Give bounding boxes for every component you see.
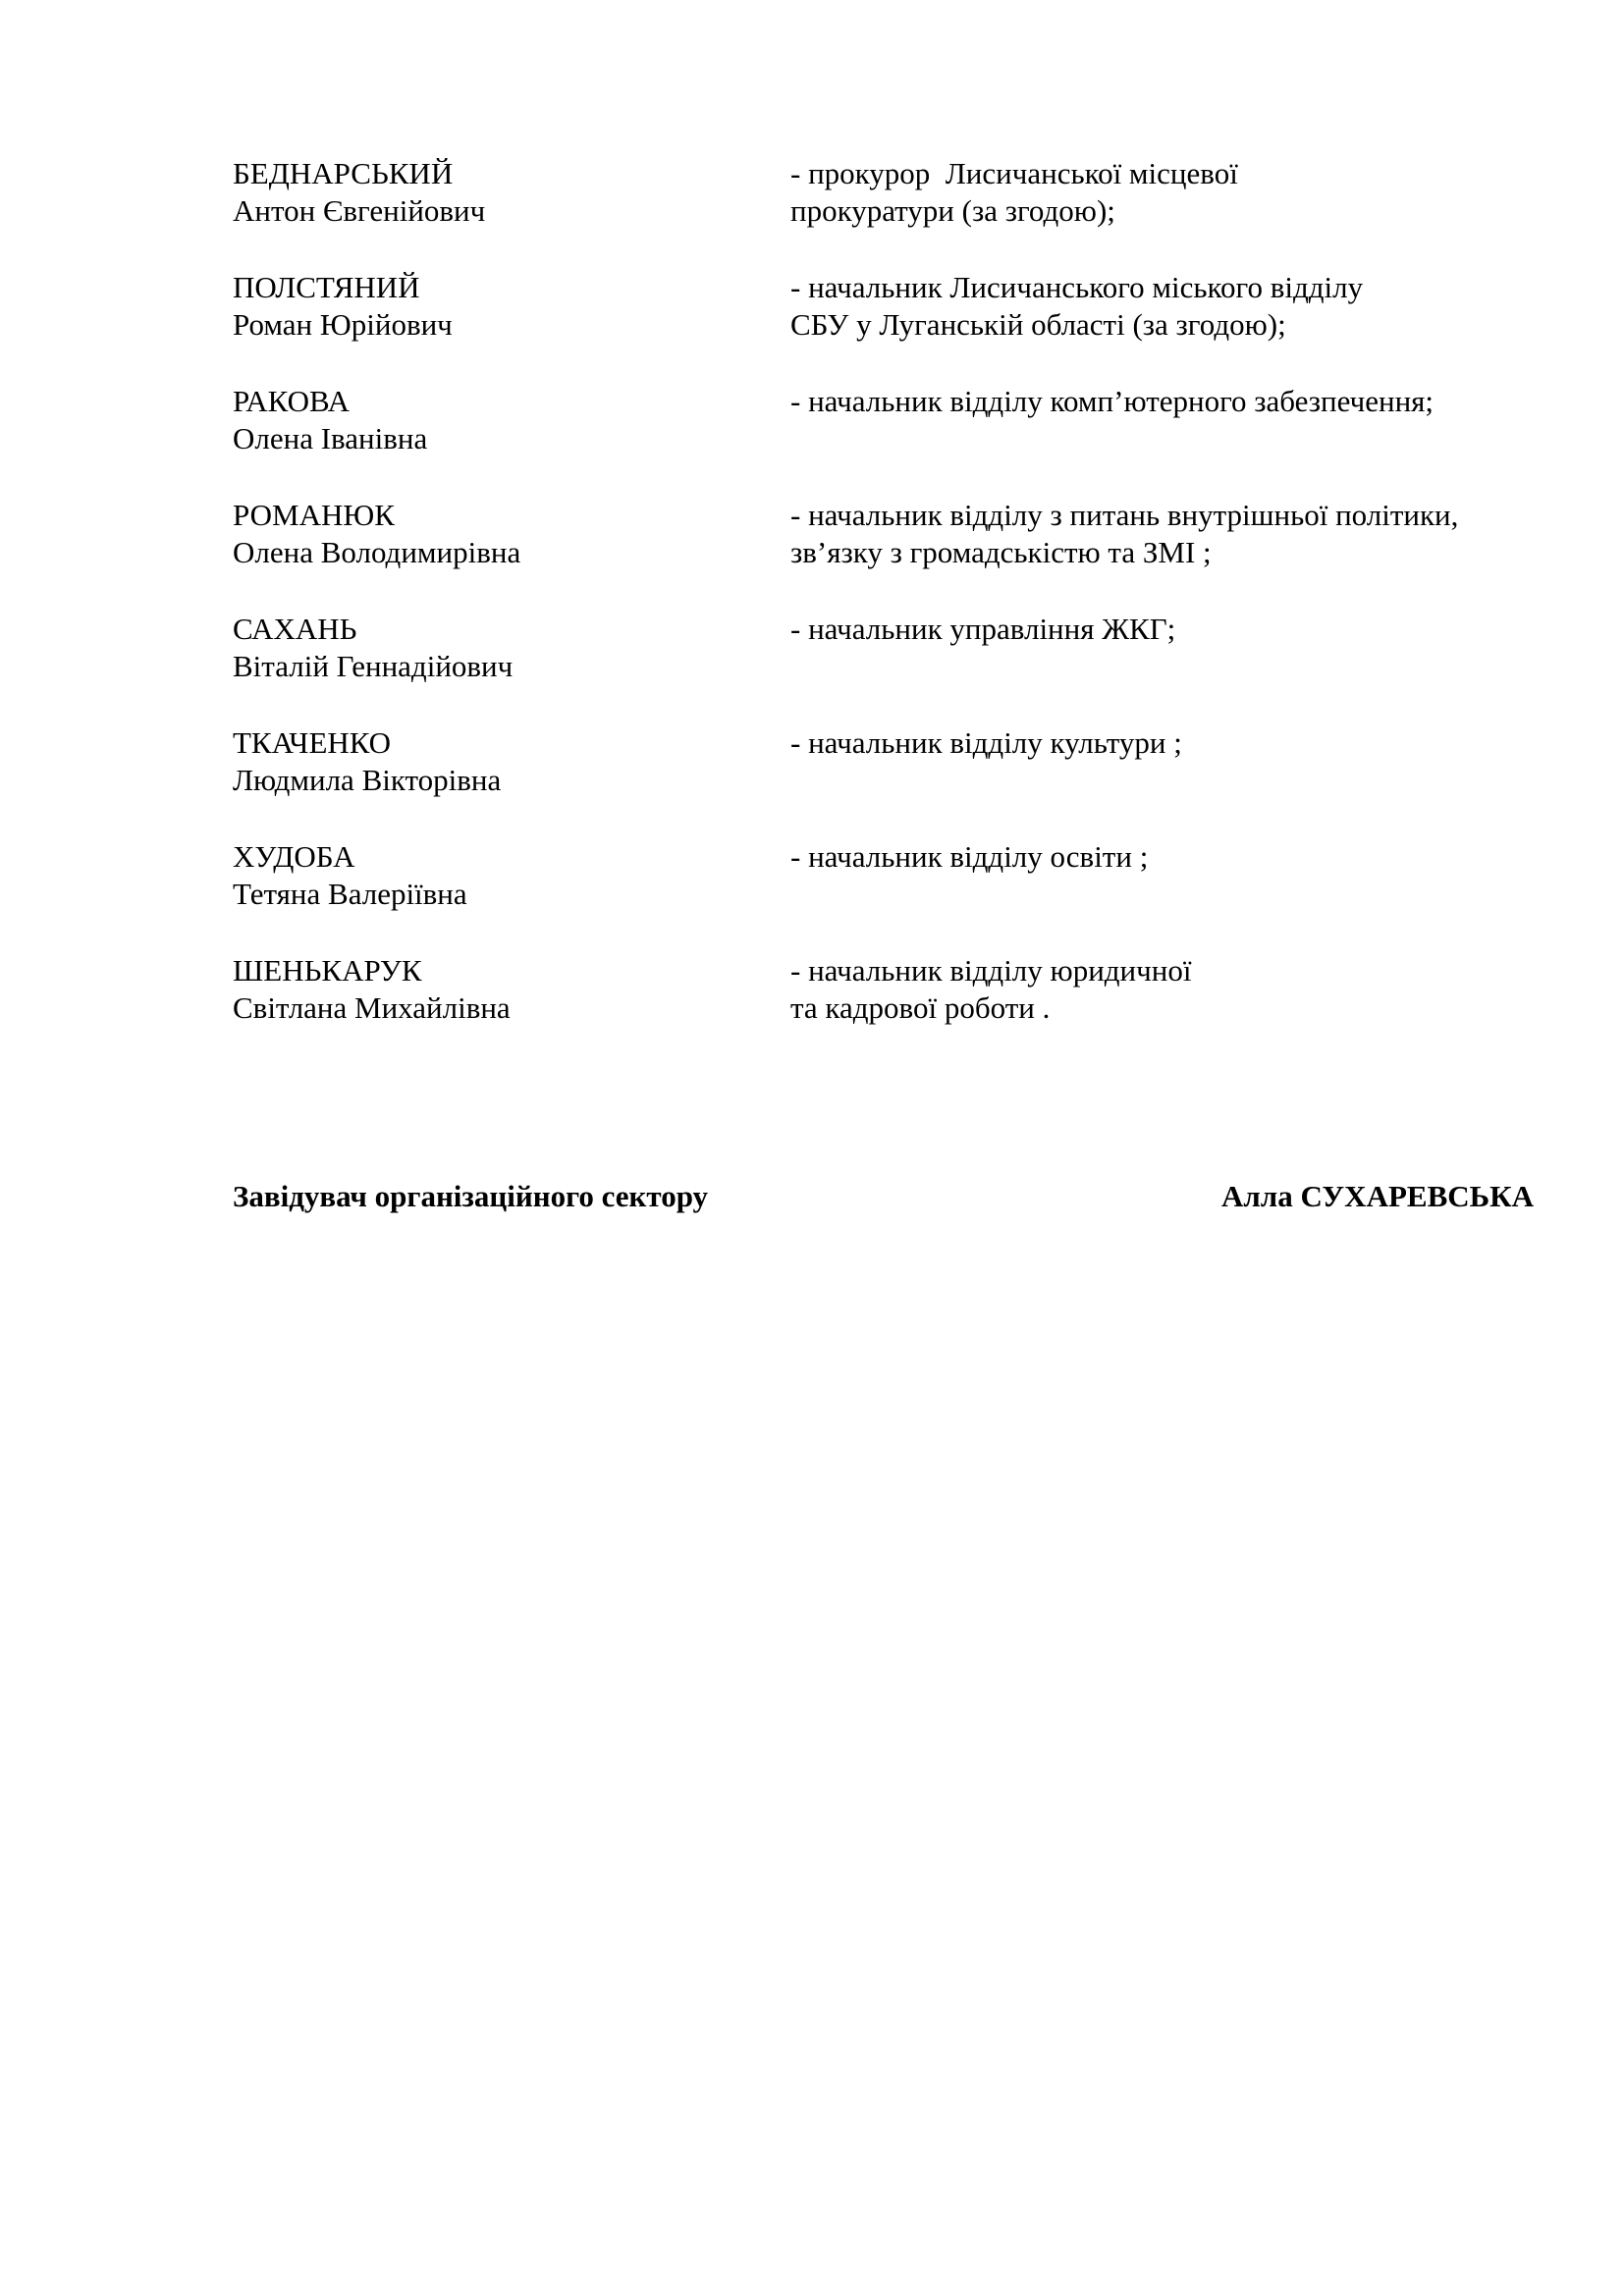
signature-name: Алла СУХАРЕВСЬКА — [1221, 1179, 1534, 1213]
member-given-names: Людмила Вікторівна — [233, 763, 502, 797]
member-name — [233, 383, 790, 497]
signature-position: Завідувач організаційного сектору — [233, 1179, 709, 1213]
member-role-line: зв’язку з громадськістю та ЗМІ ; — [790, 535, 1212, 569]
member-given-names: Віталій Геннадійович — [233, 649, 514, 683]
member-role — [790, 724, 1548, 838]
member-given-names: Тетяна Валеріївна — [233, 877, 467, 911]
member-entry — [233, 155, 1548, 269]
member-surname: РОМАНЮК — [233, 498, 395, 532]
member-entry — [233, 838, 1548, 952]
member-given-names: Антон Євгенійович — [233, 193, 486, 228]
member-name — [233, 611, 790, 724]
member-role-line: - начальник відділу юридичної — [790, 953, 1192, 988]
member-name — [233, 952, 790, 1066]
member-name — [233, 155, 790, 269]
member-given-names: Роман Юрійович — [233, 307, 453, 342]
member-role-line: СБУ у Луганській області (за згодою); — [790, 307, 1286, 342]
member-entry — [233, 269, 1548, 383]
member-role — [790, 155, 1548, 269]
member-entry — [233, 724, 1548, 838]
member-name — [233, 269, 790, 383]
member-name — [233, 724, 790, 838]
member-entry — [233, 497, 1548, 611]
member-role — [790, 497, 1548, 611]
member-entry — [233, 383, 1548, 497]
member-role-line: - начальник Лисичанського міського відділу — [790, 270, 1364, 304]
member-role — [790, 611, 1548, 724]
member-role-line: - прокурор Лисичанської місцевої — [790, 156, 1238, 190]
member-surname: ПОЛСТЯНИЙ — [233, 270, 420, 304]
member-role-line: - начальник відділу з питань внутрішньої політики, — [790, 498, 1459, 532]
member-name — [233, 838, 790, 952]
member-entry — [233, 611, 1548, 724]
member-surname: РАКОВА — [233, 384, 351, 418]
member-given-names: Олена Іванівна — [233, 421, 428, 455]
member-surname: САХАНЬ — [233, 612, 357, 646]
member-role-line: - начальник управління ЖКГ; — [790, 612, 1176, 646]
member-role — [790, 269, 1548, 383]
member-role-line: - начальник відділу комп’ютерного забезпечення; — [790, 384, 1435, 418]
member-entry — [233, 952, 1548, 1066]
member-surname: ХУДОБА — [233, 839, 355, 874]
member-role-line: - начальник відділу культури ; — [790, 725, 1182, 760]
member-surname: ТКАЧЕНКО — [233, 725, 392, 760]
member-given-names: Олена Володимирівна — [233, 535, 521, 569]
member-name — [233, 497, 790, 611]
member-role — [790, 952, 1548, 1066]
members-list — [233, 155, 1548, 1066]
member-given-names: Світлана Михайлівна — [233, 990, 511, 1025]
member-role-line: прокуратури (за згодою); — [790, 193, 1115, 228]
member-role-line: та кадрової роботи . — [790, 990, 1051, 1025]
member-role-line: - начальник відділу освіти ; — [790, 839, 1149, 874]
member-role — [790, 383, 1548, 497]
member-role — [790, 838, 1548, 952]
signature-block — [233, 1178, 1534, 1215]
member-surname: БЕДНАРСЬКИЙ — [233, 156, 454, 190]
member-surname: ШЕНЬКАРУК — [233, 953, 422, 988]
